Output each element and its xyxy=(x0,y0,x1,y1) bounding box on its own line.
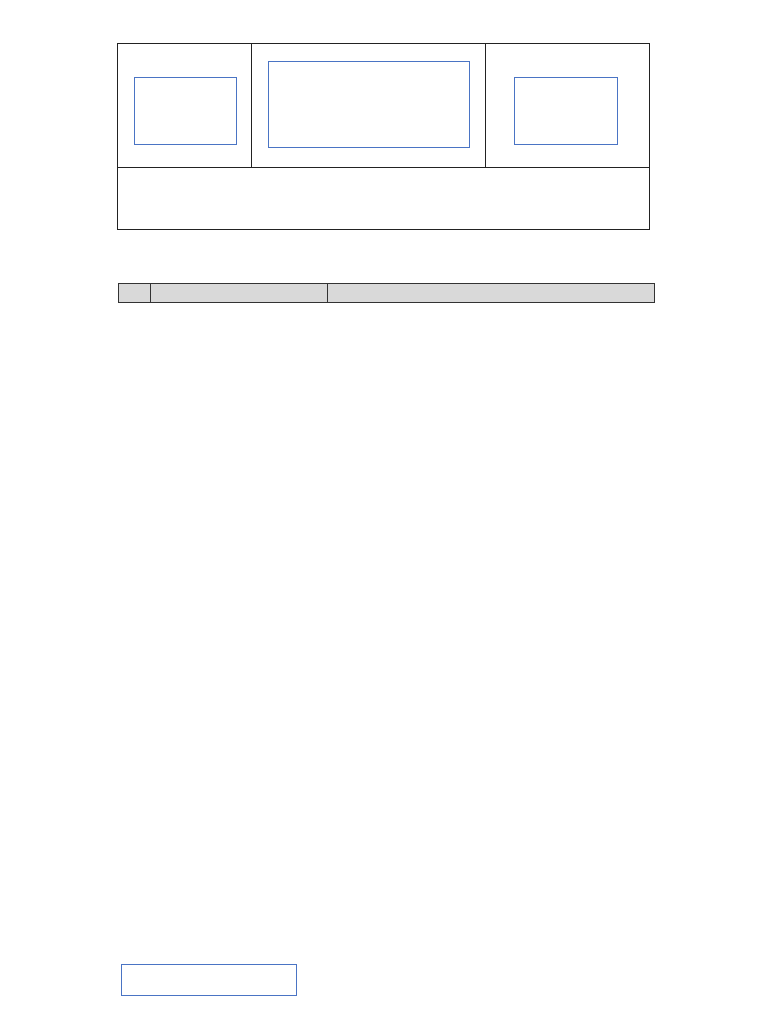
table-header-row xyxy=(119,284,655,303)
contractor-logo-placeholder xyxy=(514,77,618,145)
client-project-box xyxy=(268,61,470,148)
col-header-no xyxy=(119,284,151,303)
document-title xyxy=(118,167,649,229)
header-top-row xyxy=(118,44,649,168)
header-divider xyxy=(485,44,486,167)
header-divider xyxy=(251,44,252,167)
col-header-keterangan xyxy=(328,284,655,303)
contractor-name-box xyxy=(121,964,297,996)
document-header xyxy=(117,43,650,230)
method-table xyxy=(118,283,655,303)
client-logo-placeholder xyxy=(134,77,237,145)
section-heading xyxy=(118,266,127,278)
col-header-uraian xyxy=(151,284,328,303)
